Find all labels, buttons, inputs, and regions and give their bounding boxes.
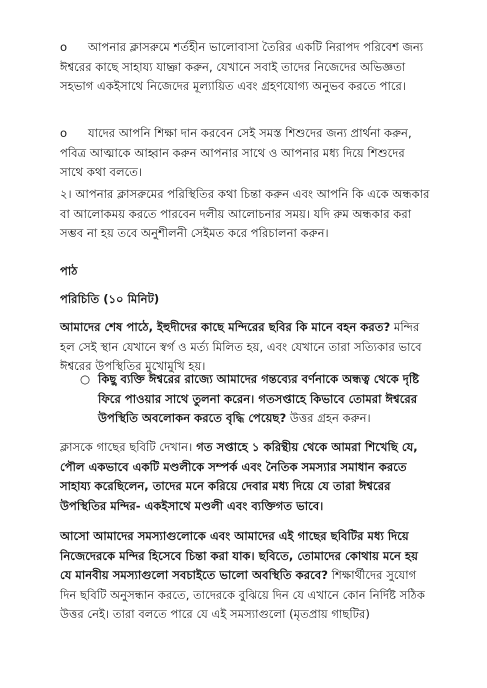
instruction-item-2: ২। আপনার ক্লাসরুমের পরিস্থিতির কথা চিন্তা করুন এবং আপনি কি একে অন্ধকার বা আলোকময় করতে পারবেন দলীয় আলোচনার সময়। যদি রুম অন্ধকার করা সম্ভব না হয় তবে অনুশীলনী সেইমত করে পরিচালনা করুন। [60,187,430,240]
intro-answer: মন্দির হল সেই স্থান যেখানে স্বর্গ ও মর্ত্য মিলিত হয়, এবং যেখানে তারা সত্যিকার ভাবে ঈশ্বরের উপস্থিতির মুখোমুখি হয়। [60,320,422,373]
bullet-marker: o [60,126,68,140]
paragraph-tree-picture [60,438,432,516]
problems-question: আসো আমাদের সমস্যাগুলোকে এবং আমাদের এই গাছের ছবিটির মধ্য দিয়ে নিজেদেরকে মন্দির হিসেবে চিন্তা করা যাক। ছবিতে, তোমাদের কোথায় মনে হয় যে মানবীয় সমস্যাগুলো সবচাইতে ভালো অবস্থিতি করবে? [60,529,418,582]
intro-question: আমাদের শেষ পাঠে, ইহুদীদের কাছে মন্দিরের ছবির কি মানে বহন করত? [60,320,391,334]
bullet-question: কিছু ব্যক্তি ঈশ্বরের রাজ্যে আমাদের গন্তব্যের বর্ণনাকে অন্ধত্ব থেকে দৃষ্টি ফিরে পাওয়ার সাথে তুলনা করেন। গতসপ্তাহে কিভাবে তোমরা ঈশ্বরের উপস্থিতি অবলোকন করতে বৃদ্ধি পেয়েছ? [98,372,420,425]
paragraph-intro [60,318,432,377]
bullet-marker: ○ [80,372,91,386]
last-week-summary: গত সপ্তাহে ১ করিন্থীয় থেকে আমরা শিখেছি যে, পৌল একভাবে একটি মণ্ডলীকে সম্পর্ক এবং নৈতিক সমস্যার সমাধান করতে সাহায্য করেছিলেন, তাদের মনে করিয়ে দেবার মধ্য দিয়ে যে তারা ঈশ্বরের উপস্থিতির মন্দির- একইসাথে মণ্ডলী এবং ব্যক্তিগত ভাবে। [60,440,418,513]
paragraph-problems [60,527,432,625]
subsection-heading: পরিচিতি (১০ মিনিট) [60,292,160,306]
question-bullet [80,370,432,429]
sub-bullet-text: আপনার ক্লাসরুমে শর্তহীন ভালোবাসা তৈরির একটি নিরাপদ পরিবেশ জন্য ঈশ্বরের কাছে সাহায্য যাচ্ঞা করুন, যেখানে সবাই তাদের নিজেদের অভিজ্ঞতা সহভাগ একইসাথে নিজেদের মূল্যায়িত এবং গ্রহণযোগ্য অনুভব করতে পারে। [60,40,424,93]
problems-instruction: শিক্ষার্থীদের সুযোগ দিন ছবিটি অনুসন্ধান করতে, তাদেরকে বুঝিয়ে দিন যে এখানে কোন নির্দিষ্ট সঠিক উত্তর নেই। তারা বলতে পারে যে এই সমস্যাগুলো (মৃতপ্রায় গাছটির) [60,568,425,621]
section-heading: পাঠ [60,264,78,278]
bullet-marker: o [60,40,68,54]
sub-bullet-text: যাদের আপনি শিক্ষা দান করবেন সেই সমস্ত শিশুদের জন্য প্রার্থনা করুন, পবিত্র আত্মাকে আহ্বান করুন আপনার সাথে ও আপনার মধ্য দিয়ে শিশুদের সাথে কথা বলতে। [60,126,412,179]
sub-bullet-1 [60,38,430,97]
bullet-instruction: উত্তর গ্রহন করুন। [286,411,371,425]
show-picture-instruction: ক্লাসকে গাছের ছবিটি দেখান। [60,440,193,454]
sub-bullet-2 [60,124,430,183]
